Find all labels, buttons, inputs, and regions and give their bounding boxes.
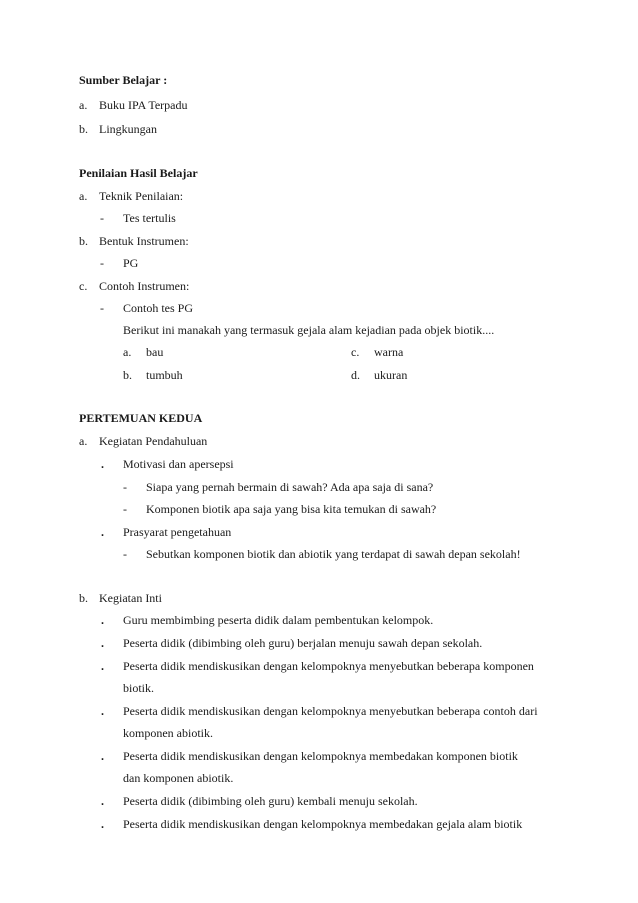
sumber-item-b-mark: b. xyxy=(79,122,88,136)
prasyarat-text: Prasyarat pengetahuan xyxy=(123,525,232,539)
inti-item-2-bullet: . xyxy=(101,636,104,650)
sumber-heading: Sumber Belajar : xyxy=(79,73,168,87)
teknik-mark: a. xyxy=(79,189,88,203)
prasyarat-item-1-mark: - xyxy=(123,547,127,561)
teknik-text: Teknik Penilaian: xyxy=(99,189,184,203)
bentuk-mark: b. xyxy=(79,234,88,248)
inti-item-4-line-1: Peserta didik mendiskusikan dengan kelompoknya menyebutkan beberapa contoh dari xyxy=(123,704,538,718)
option-d-text: ukuran xyxy=(374,368,408,382)
bentuk-sub-mark: - xyxy=(100,256,104,270)
inti-item-4-line-2: komponen abiotik. xyxy=(123,726,213,740)
prasyarat-item-1-text: Sebutkan komponen biotik dan abiotik yang terdapat di sawah depan sekolah! xyxy=(146,547,521,561)
inti-item-1-text: Guru membimbing peserta didik dalam pembentukan kelompok. xyxy=(123,613,434,627)
penilaian-heading: Penilaian Hasil Belajar xyxy=(79,166,198,180)
motivasi-item-2-text: Komponen biotik apa saja yang bisa kita temukan di sawah? xyxy=(146,502,437,516)
motivasi-bullet: . xyxy=(101,457,104,471)
bentuk-sub-text: PG xyxy=(123,256,139,270)
inti-item-7-bullet: . xyxy=(101,817,104,831)
inti-item-5-line-1: Peserta didik mendiskusikan dengan kelompoknya membedakan komponen biotik xyxy=(123,749,518,763)
inti-item-6-bullet: . xyxy=(101,794,104,808)
sumber-item-a-text: Buku IPA Terpadu xyxy=(99,98,188,112)
pendahuluan-text: Kegiatan Pendahuluan xyxy=(99,434,208,448)
motivasi-item-1-mark: - xyxy=(123,480,127,494)
option-c-text: warna xyxy=(374,345,404,359)
contoh-mark: c. xyxy=(79,279,88,293)
inti-item-5-bullet: . xyxy=(101,749,104,763)
prasyarat-bullet: . xyxy=(101,525,104,539)
pendahuluan-mark: a. xyxy=(79,434,88,448)
teknik-sub-text: Tes tertulis xyxy=(123,211,176,225)
inti-item-6-text: Peserta didik (dibimbing oleh guru) kembali menuju sekolah. xyxy=(123,794,418,808)
teknik-sub-mark: - xyxy=(100,211,104,225)
bentuk-text: Bentuk Instrumen: xyxy=(99,234,189,248)
contoh-sub-mark: - xyxy=(100,301,104,315)
inti-item-3-bullet: . xyxy=(101,659,104,673)
motivasi-item-2-mark: - xyxy=(123,502,127,516)
inti-item-4-bullet: . xyxy=(101,704,104,718)
option-b-text: tumbuh xyxy=(146,368,183,382)
question-text: Berikut ini manakah yang termasuk gejala alam kejadian pada objek biotik.... xyxy=(123,323,495,337)
option-a-mark: a. xyxy=(123,345,132,359)
option-a-text: bau xyxy=(146,345,164,359)
inti-item-7-line-1: Peserta didik mendiskusikan dengan kelompoknya membedakan gejala alam biotik xyxy=(123,817,523,831)
contoh-text: Contoh Instrumen: xyxy=(99,279,190,293)
inti-item-3-line-2: biotik. xyxy=(123,681,155,695)
sumber-item-a-mark: a. xyxy=(79,98,88,112)
inti-text: Kegiatan Inti xyxy=(99,591,162,605)
inti-item-3-line-1: Peserta didik mendiskusikan dengan kelompoknya menyebutkan beberapa komponen xyxy=(123,659,534,673)
option-c-mark: c. xyxy=(351,345,360,359)
inti-item-5-line-2: dan komponen abiotik. xyxy=(123,771,234,785)
motivasi-item-1-text: Siapa yang pernah bermain di sawah? Ada apa saja di sana? xyxy=(146,480,434,494)
pertemuan-heading: PERTEMUAN KEDUA xyxy=(79,411,203,425)
inti-mark: b. xyxy=(79,591,88,605)
inti-item-1-bullet: . xyxy=(101,613,104,627)
contoh-sub-text: Contoh tes PG xyxy=(123,301,194,315)
sumber-item-b-text: Lingkungan xyxy=(99,122,157,136)
inti-item-2-text: Peserta didik (dibimbing oleh guru) berjalan menuju sawah depan sekolah. xyxy=(123,636,483,650)
option-b-mark: b. xyxy=(123,368,132,382)
motivasi-text: Motivasi dan apersepsi xyxy=(123,457,234,471)
option-d-mark: d. xyxy=(351,368,360,382)
